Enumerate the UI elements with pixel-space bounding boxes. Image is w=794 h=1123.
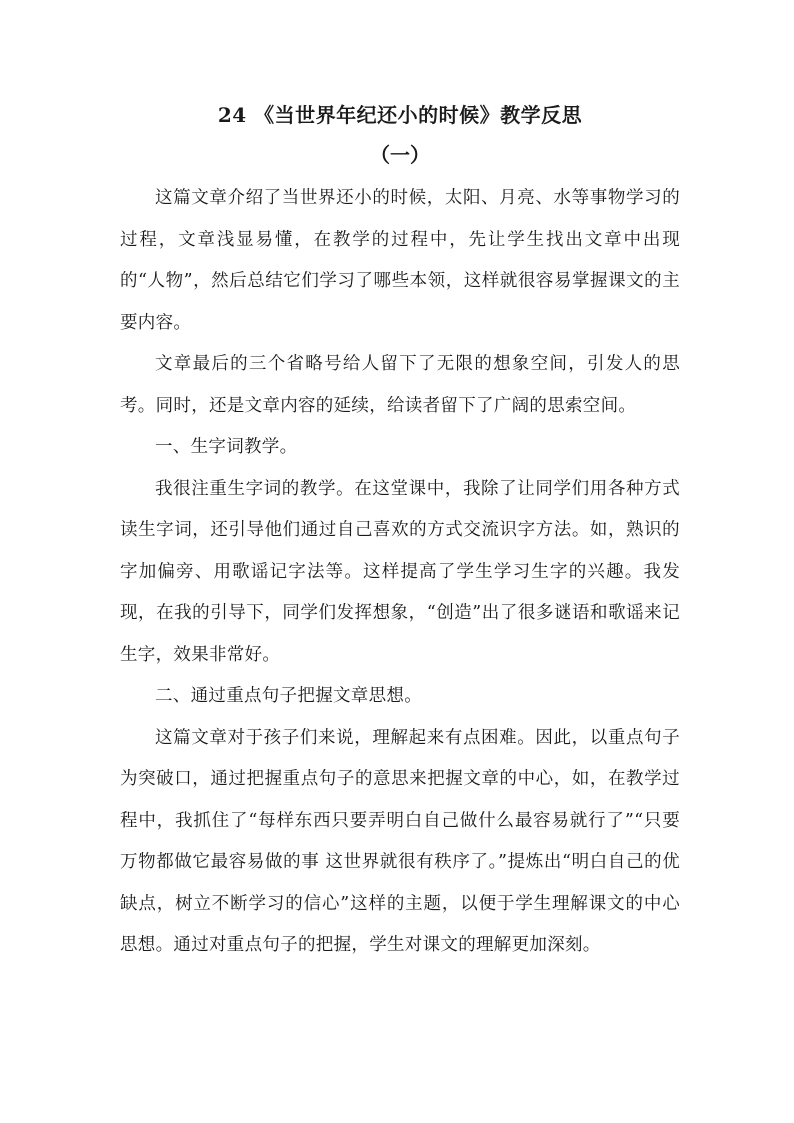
- paragraph-key-sentences: 这篇文章对于孩子们来说，理解起来有点困难。因此，以重点句子为突破口，通过把握重点句子的意思来把握文章的中心，如，在教学过程中，我抓住了“每样东西只要弄明白自己做什么最容易就行了”“只要万物都做它最容易做的事 这世界就很有秩序了。”提炼出“明白自己的优缺点，树立不断学习的信心”这样的主题，以便于学生理解课文的中心思想。通过对重点句子的把握，学生对课文的理解更加深刻。: [120, 727, 680, 955]
- document-subtitle: （一）: [370, 143, 430, 167]
- paragraph-list: [120, 178, 680, 967]
- paragraph-vocabulary: 我很注重生字词的教学。在这堂课中，我除了让同学们用各种方式读生字词，还引导他们通过自己喜欢的方式交流识字方法。如，熟识的字加偏旁、用歌谣记字法等。这样提高了学生学习生字的兴趣。我发现，在我的引导下，同学们发挥想象，“创造”出了很多谜语和歌谣来记生字，效果非常好。: [120, 478, 680, 665]
- paragraph-ellipsis: 文章最后的三个省略号给人留下了无限的想象空间，引发人的思考。同时，还是文章内容的延续，给读者留下了广阔的思索空间。: [120, 354, 680, 416]
- document-body: [120, 98, 680, 967]
- paragraph-intro: 这篇文章介绍了当世界还小的时候，太阳、月亮、水等事物学习的过程，文章浅显易懂，在教学的过程中，先让学生找出文章中出现的“人物”，然后总结它们学习了哪些本领，这样就很容易掌握课文的主要内容。: [120, 188, 680, 333]
- section-heading-vocabulary: 一、生字词教学。: [155, 437, 298, 457]
- document-title: 24 《当世界年纪还小的时候》教学反思: [217, 103, 583, 127]
- section-heading-key-sentences: 二、通过重点句子把握文章思想。: [155, 686, 422, 706]
